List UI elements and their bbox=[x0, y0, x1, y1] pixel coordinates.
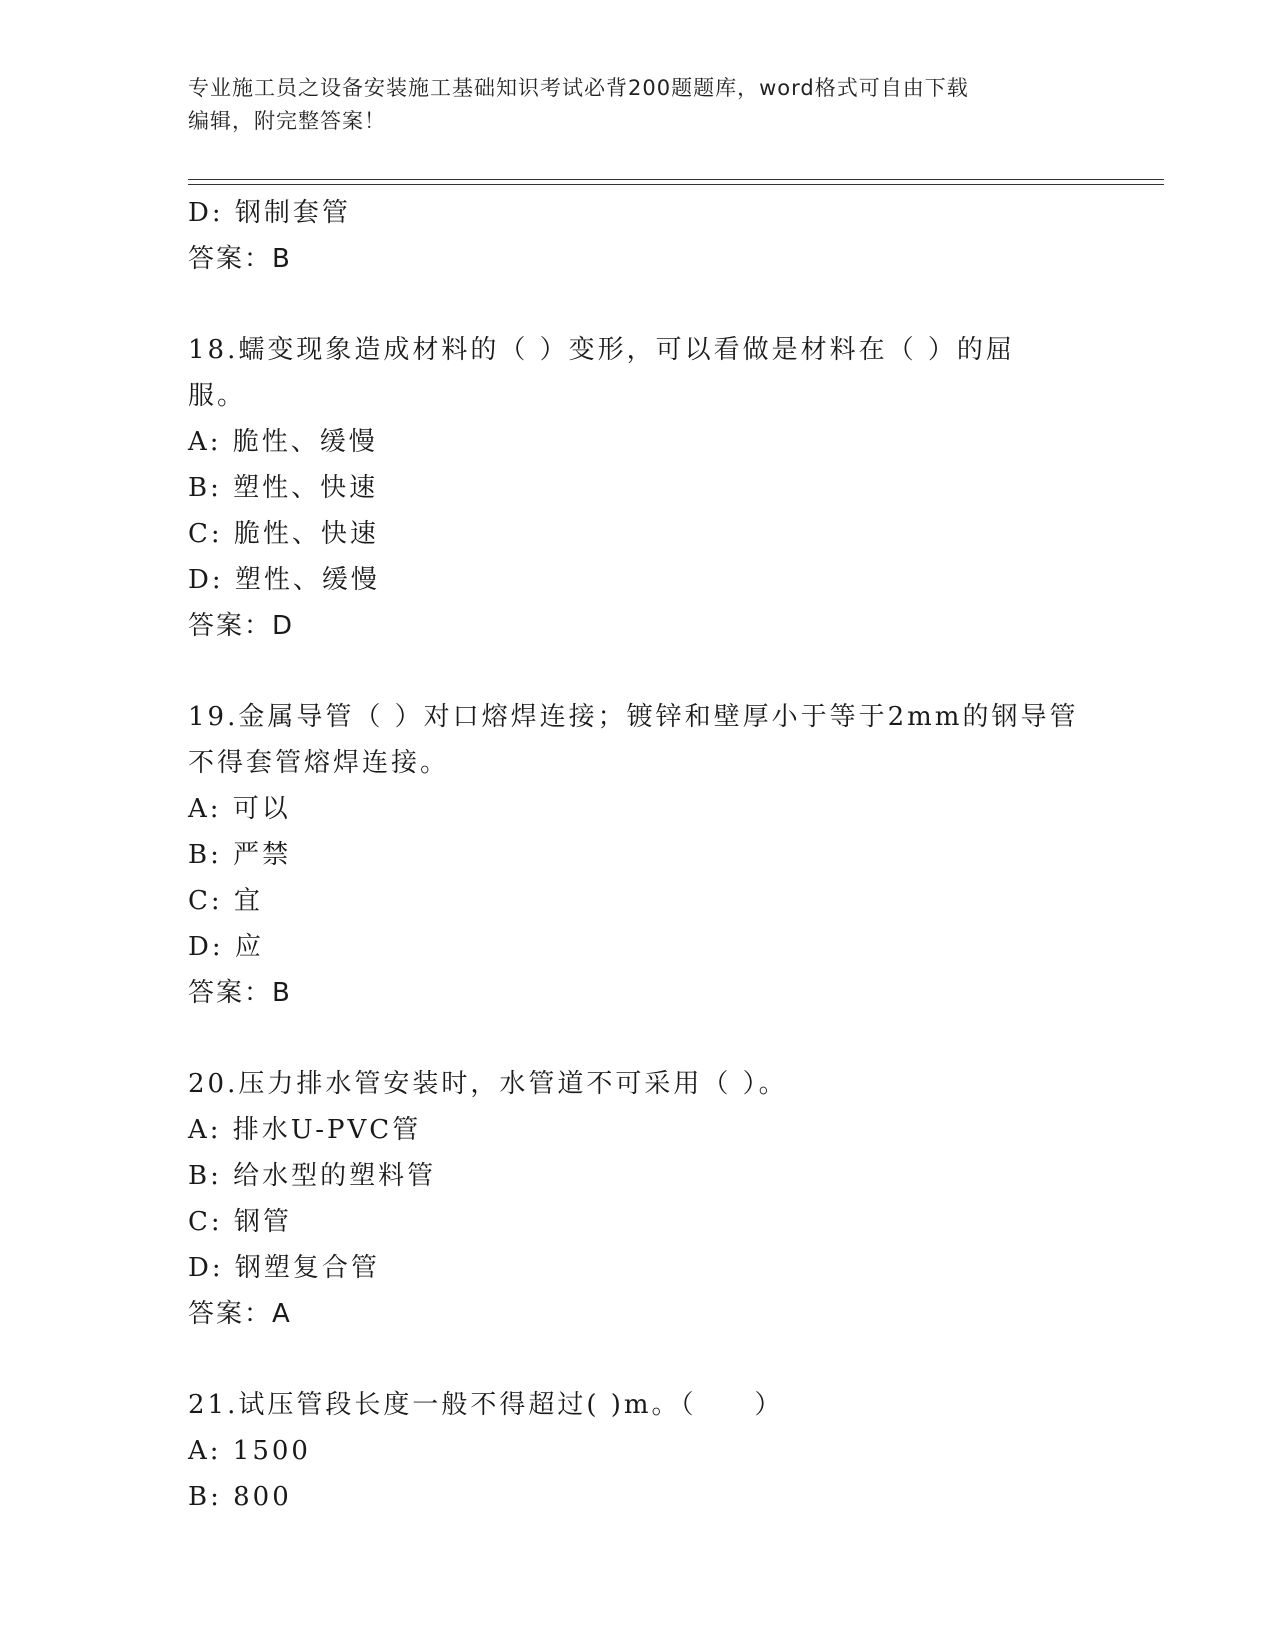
question-19-option-a: A: 可以 bbox=[188, 794, 291, 824]
question-20-option-b: B: 给水型的塑料管 bbox=[188, 1161, 437, 1191]
question-20-answer: 答案：A bbox=[188, 1299, 292, 1329]
question-19 bbox=[188, 694, 1088, 1016]
question-18 bbox=[188, 327, 1088, 649]
question-20 bbox=[188, 1061, 1088, 1337]
header-title-line-2: 编辑，附完整答案！ bbox=[188, 109, 386, 133]
question-spacer bbox=[188, 649, 1088, 694]
question-18-answer: 答案：D bbox=[188, 611, 295, 641]
question-19-option-b: B: 严禁 bbox=[188, 840, 292, 870]
question-19-answer: 答案：B bbox=[188, 978, 292, 1008]
question-list bbox=[188, 190, 1088, 1520]
header-title-line-1: 专业施工员之设备安装施工基础知识考试必背200题题库，word格式可自由下载 bbox=[188, 76, 969, 100]
question-18-option-a: A: 脆性、缓慢 bbox=[188, 427, 378, 457]
question-17-option-d: D: 钢制套管 bbox=[188, 198, 351, 228]
question-spacer bbox=[188, 282, 1088, 327]
document-header bbox=[188, 72, 1068, 138]
question-21-stem: 21.试压管段长度一般不得超过( )m。（ ） bbox=[188, 1390, 784, 1420]
question-20-option-c: C: 钢管 bbox=[188, 1207, 292, 1237]
question-18-stem: 18.蠕变现象造成材料的（ ）变形，可以看做是材料在（ ）的屈服。 bbox=[188, 335, 1015, 411]
question-21 bbox=[188, 1382, 1088, 1520]
question-21-option-b: B: 800 bbox=[188, 1482, 292, 1512]
question-20-option-d: D: 钢塑复合管 bbox=[188, 1253, 380, 1283]
question-19-option-c: C: 宜 bbox=[188, 886, 263, 916]
question-spacer bbox=[188, 1016, 1088, 1061]
question-spacer bbox=[188, 1337, 1088, 1382]
question-18-option-d: D: 塑性、缓慢 bbox=[188, 565, 380, 595]
header-divider-top bbox=[188, 179, 1164, 180]
question-19-option-d: D: 应 bbox=[188, 932, 264, 962]
question-20-stem: 20.压力排水管安装时，水管道不可采用（ ）。 bbox=[188, 1069, 788, 1099]
question-18-option-c: C: 脆性、快速 bbox=[188, 519, 379, 549]
question-18-option-b: B: 塑性、快速 bbox=[188, 473, 379, 503]
question-21-option-a: A: 1500 bbox=[188, 1436, 311, 1466]
question-19-stem-line-2: 不得套管熔焊连接。 bbox=[188, 748, 450, 778]
question-17 bbox=[188, 190, 1088, 282]
question-20-option-a: A: 排水U-PVC管 bbox=[188, 1115, 422, 1145]
header-divider-bottom bbox=[188, 184, 1164, 185]
question-17-answer: 答案：B bbox=[188, 244, 292, 274]
question-19-stem-line-1: 19.金属导管（ ）对口熔焊连接；镀锌和壁厚小于等于2mm的钢导管 bbox=[188, 702, 1079, 732]
